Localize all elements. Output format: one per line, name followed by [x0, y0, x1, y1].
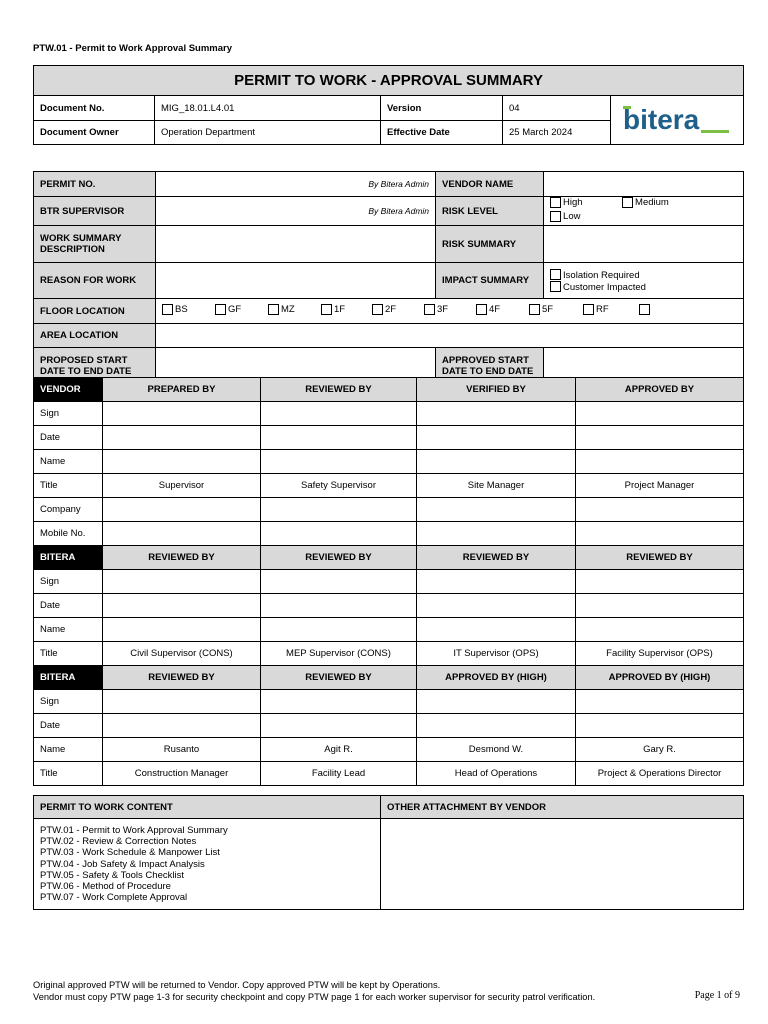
- work-summary-field[interactable]: [156, 226, 436, 263]
- risk-level-options: [544, 197, 744, 226]
- row-label: Title: [34, 762, 103, 786]
- row-label: Sign: [34, 570, 103, 594]
- name-cell[interactable]: [576, 618, 744, 642]
- floor-option-label: BS: [175, 304, 188, 315]
- title-cell: Head of Operations: [417, 762, 576, 786]
- vendor-name-label: VENDOR NAME: [436, 172, 544, 197]
- version-label: Version: [381, 96, 503, 121]
- document-label: PTW.01 - Permit to Work Approval Summary: [33, 43, 233, 54]
- attachment-field[interactable]: [381, 819, 744, 910]
- reason-field[interactable]: [156, 263, 436, 299]
- date-cell[interactable]: [576, 594, 744, 618]
- risk-low-checkbox[interactable]: [550, 211, 561, 222]
- floor-checkbox[interactable]: [321, 304, 332, 315]
- row-label: Date: [34, 594, 103, 618]
- date-cell[interactable]: [576, 426, 744, 450]
- owner-label: Document Owner: [34, 121, 155, 145]
- name-cell: Agit R.: [261, 738, 417, 762]
- vendor-name-field[interactable]: [544, 172, 744, 197]
- column-header: VERIFIED BY: [417, 378, 576, 402]
- mobile-cell[interactable]: [576, 522, 744, 546]
- floor-option-4f[interactable]: [476, 304, 529, 315]
- content-label: PERMIT TO WORK CONTENT: [34, 796, 381, 819]
- table-row: [34, 402, 744, 426]
- version-value: 04: [503, 96, 611, 121]
- risk-level-label: RISK LEVEL: [436, 197, 544, 226]
- mobile-cell[interactable]: [103, 522, 261, 546]
- table-row: [34, 762, 744, 786]
- risk-high-label: High: [563, 197, 583, 208]
- risk-summary-field[interactable]: [544, 226, 744, 263]
- sign-cell[interactable]: [261, 690, 417, 714]
- row-label: Name: [34, 738, 103, 762]
- signatures-table: [33, 377, 744, 786]
- company-cell[interactable]: [576, 498, 744, 522]
- risk-summary-label: RISK SUMMARY: [436, 226, 544, 263]
- table-row: [34, 450, 744, 474]
- floor-option-2f[interactable]: [372, 304, 424, 315]
- name-cell: Desmond W.: [417, 738, 576, 762]
- work-summary-label: WORK SUMMARY DESCRIPTION: [34, 226, 156, 263]
- floor-option-label: 3F: [437, 304, 449, 315]
- name-cell[interactable]: [103, 618, 261, 642]
- title-cell: IT Supervisor (OPS): [417, 642, 576, 666]
- table-row: [34, 426, 744, 450]
- list-item: PTW.07 - Work Complete Approval: [40, 892, 188, 904]
- risk-medium-checkbox[interactable]: [622, 197, 633, 208]
- column-header: REVIEWED BY: [576, 546, 744, 570]
- sign-cell[interactable]: [103, 402, 261, 426]
- sign-cell[interactable]: [576, 570, 744, 594]
- btr-supervisor-label: BTR SUPERVISOR: [34, 197, 156, 226]
- floor-options: [156, 299, 744, 324]
- floor-checkbox[interactable]: [529, 304, 540, 315]
- date-cell[interactable]: [417, 594, 576, 618]
- floor-option-3f[interactable]: [424, 304, 476, 315]
- company-cell[interactable]: [417, 498, 576, 522]
- impact-customer-option[interactable]: [550, 281, 737, 293]
- column-header: REVIEWED BY: [261, 378, 417, 402]
- column-header: PREPARED BY: [103, 378, 261, 402]
- impact-label: IMPACT SUMMARY: [436, 263, 544, 299]
- footer-notes: [33, 979, 595, 1003]
- sign-cell[interactable]: [103, 690, 261, 714]
- title-cell: Safety Supervisor: [261, 474, 417, 498]
- permit-form-table: [33, 171, 744, 384]
- bitera-section-label: BITERA: [34, 666, 103, 690]
- name-cell[interactable]: [576, 450, 744, 474]
- page-number: Page 1 of 9: [694, 990, 740, 1001]
- name-cell: Gary R.: [576, 738, 744, 762]
- content-table: [33, 795, 744, 910]
- sign-cell[interactable]: [576, 690, 744, 714]
- floor-option-label: RF: [596, 304, 609, 315]
- title-cell: Supervisor: [103, 474, 261, 498]
- floor-checkbox[interactable]: [583, 304, 594, 315]
- floor-label: FLOOR LOCATION: [34, 299, 156, 324]
- title-cell: Construction Manager: [103, 762, 261, 786]
- title-cell: Project Manager: [576, 474, 744, 498]
- header-table: [33, 65, 744, 145]
- date-cell[interactable]: [261, 594, 417, 618]
- row-label: Date: [34, 426, 103, 450]
- floor-checkbox[interactable]: [268, 304, 279, 315]
- table-row: [34, 522, 744, 546]
- doc-no-label: Document No.: [34, 96, 155, 121]
- column-header: APPROVED BY (HIGH): [576, 666, 744, 690]
- content-list: [34, 819, 381, 910]
- floor-checkbox[interactable]: [424, 304, 435, 315]
- floor-option-label: 4F: [489, 304, 501, 315]
- list-item: PTW.06 - Method of Procedure: [40, 881, 171, 893]
- title-cell: Site Manager: [417, 474, 576, 498]
- floor-checkbox[interactable]: [372, 304, 383, 315]
- date-cell[interactable]: [417, 426, 576, 450]
- floor-checkbox[interactable]: [476, 304, 487, 315]
- sign-cell[interactable]: [417, 570, 576, 594]
- row-label: Date: [34, 714, 103, 738]
- column-header: REVIEWED BY: [417, 546, 576, 570]
- floor-option-label: 5F: [542, 304, 554, 315]
- table-row: [34, 594, 744, 618]
- sign-cell[interactable]: [261, 402, 417, 426]
- floor-option-extra[interactable]: [639, 304, 652, 315]
- btr-supervisor-field[interactable]: By Bitera Admin: [156, 197, 436, 226]
- risk-low-label: Low: [563, 211, 581, 222]
- sign-cell[interactable]: [261, 570, 417, 594]
- row-label: Mobile No.: [34, 522, 103, 546]
- floor-option-bs[interactable]: [162, 304, 215, 315]
- isolation-checkbox[interactable]: [550, 269, 561, 280]
- list-item: PTW.05 - Safety & Tools Checklist: [40, 869, 184, 881]
- date-cell[interactable]: [103, 594, 261, 618]
- title-cell: Civil Supervisor (CONS): [103, 642, 261, 666]
- page-title: PERMIT TO WORK - APPROVAL SUMMARY: [34, 66, 744, 96]
- company-cell[interactable]: [103, 498, 261, 522]
- reason-label: REASON FOR WORK: [34, 263, 156, 299]
- row-label: Name: [34, 618, 103, 642]
- isolation-label: Isolation Required: [563, 269, 640, 281]
- date-cell[interactable]: [261, 714, 417, 738]
- title-cell: Facility Supervisor (OPS): [576, 642, 744, 666]
- name-cell[interactable]: [103, 450, 261, 474]
- bitera-logo-icon: [621, 102, 733, 136]
- table-row: [34, 714, 744, 738]
- floor-checkbox[interactable]: [215, 304, 226, 315]
- floor-option-label: 2F: [385, 304, 397, 315]
- row-label: Sign: [34, 690, 103, 714]
- date-cell[interactable]: [103, 714, 261, 738]
- date-cell[interactable]: [417, 714, 576, 738]
- date-cell[interactable]: [261, 426, 417, 450]
- sign-cell[interactable]: [417, 402, 576, 426]
- proposed-date-label: PROPOSED START DATE TO END DATE: [34, 348, 156, 384]
- mobile-cell[interactable]: [417, 522, 576, 546]
- risk-high-checkbox[interactable]: [550, 197, 561, 208]
- risk-high-option[interactable]: [550, 197, 622, 208]
- risk-low-option[interactable]: [550, 211, 580, 222]
- area-label: AREA LOCATION: [34, 324, 156, 348]
- floor-option-label: GF: [228, 304, 242, 315]
- list-item: PTW.02 - Review & Correction Notes: [40, 836, 197, 848]
- permit-no-label: PERMIT NO.: [34, 172, 156, 197]
- list-item: PTW.04 - Job Safety & Impact Analysis: [40, 858, 205, 870]
- name-cell[interactable]: [417, 450, 576, 474]
- sign-cell[interactable]: [576, 402, 744, 426]
- column-header: APPROVED BY (HIGH): [417, 666, 576, 690]
- table-row: [34, 570, 744, 594]
- vendor-section-label: VENDOR: [34, 378, 103, 402]
- impact-options: [544, 263, 744, 299]
- footer-line: Vendor must copy PTW page 1-3 for security checkpoint and copy PTW page 1 for each worker supervisor for security patrol verification.: [33, 992, 596, 1002]
- company-cell[interactable]: [261, 498, 417, 522]
- approved-date-label: APPROVED START DATE TO END DATE: [436, 348, 544, 384]
- owner-value: Operation Department: [155, 121, 381, 145]
- customer-checkbox[interactable]: [550, 281, 561, 292]
- customer-label: Customer Impacted: [563, 281, 646, 293]
- floor-option-label: MZ: [281, 304, 295, 315]
- column-header: REVIEWED BY: [261, 666, 417, 690]
- floor-option-mz[interactable]: [268, 304, 321, 315]
- floor-checkbox[interactable]: [162, 304, 173, 315]
- table-row: [34, 618, 744, 642]
- logo-text: bitera: [623, 103, 700, 135]
- table-row: [34, 738, 744, 762]
- column-header: REVIEWED BY: [103, 546, 261, 570]
- sign-cell[interactable]: [103, 570, 261, 594]
- row-label: Name: [34, 450, 103, 474]
- name-cell: Rusanto: [103, 738, 261, 762]
- title-cell: MEP Supervisor (CONS): [261, 642, 417, 666]
- title-cell: Facility Lead: [261, 762, 417, 786]
- table-row: [34, 642, 744, 666]
- table-row: [34, 498, 744, 522]
- column-header: REVIEWED BY: [261, 546, 417, 570]
- footer-line: Original approved PTW will be returned to Vendor. Copy approved PTW will be kept by Operations.: [33, 980, 441, 990]
- name-cell[interactable]: [261, 450, 417, 474]
- table-row: [34, 690, 744, 714]
- floor-option-label: 1F: [334, 304, 346, 315]
- date-cell[interactable]: [103, 426, 261, 450]
- floor-option-5f[interactable]: [529, 304, 583, 315]
- bitera-logo: [611, 96, 744, 145]
- sign-cell[interactable]: [417, 690, 576, 714]
- effective-value: 25 March 2024: [503, 121, 611, 145]
- bitera-section-label: BITERA: [34, 546, 103, 570]
- date-cell[interactable]: [576, 714, 744, 738]
- attachment-label: OTHER ATTACHMENT BY VENDOR: [381, 796, 744, 819]
- floor-checkbox[interactable]: [639, 304, 650, 315]
- column-header: APPROVED BY: [576, 378, 744, 402]
- impact-isolation-option[interactable]: [550, 269, 737, 281]
- risk-medium-option[interactable]: [622, 197, 713, 208]
- risk-medium-label: Medium: [635, 197, 669, 208]
- area-field[interactable]: [156, 324, 744, 348]
- row-label: Company: [34, 498, 103, 522]
- row-label: Title: [34, 474, 103, 498]
- floor-option-gf[interactable]: [215, 304, 268, 315]
- table-row: [34, 474, 744, 498]
- floor-option-rf[interactable]: [583, 304, 639, 315]
- title-cell: Project & Operations Director: [576, 762, 744, 786]
- doc-no-value: MIG_18.01.L4.01: [155, 96, 381, 121]
- effective-label: Effective Date: [381, 121, 503, 145]
- row-label: Sign: [34, 402, 103, 426]
- floor-option-1f[interactable]: [321, 304, 372, 315]
- list-item: PTW.03 - Work Schedule & Manpower List: [40, 847, 220, 859]
- permit-no-field[interactable]: By Bitera Admin: [156, 172, 436, 197]
- row-label: Title: [34, 642, 103, 666]
- mobile-cell[interactable]: [261, 522, 417, 546]
- column-header: REVIEWED BY: [103, 666, 261, 690]
- name-cell[interactable]: [261, 618, 417, 642]
- list-item: PTW.01 - Permit to Work Approval Summary: [40, 825, 228, 836]
- name-cell[interactable]: [417, 618, 576, 642]
